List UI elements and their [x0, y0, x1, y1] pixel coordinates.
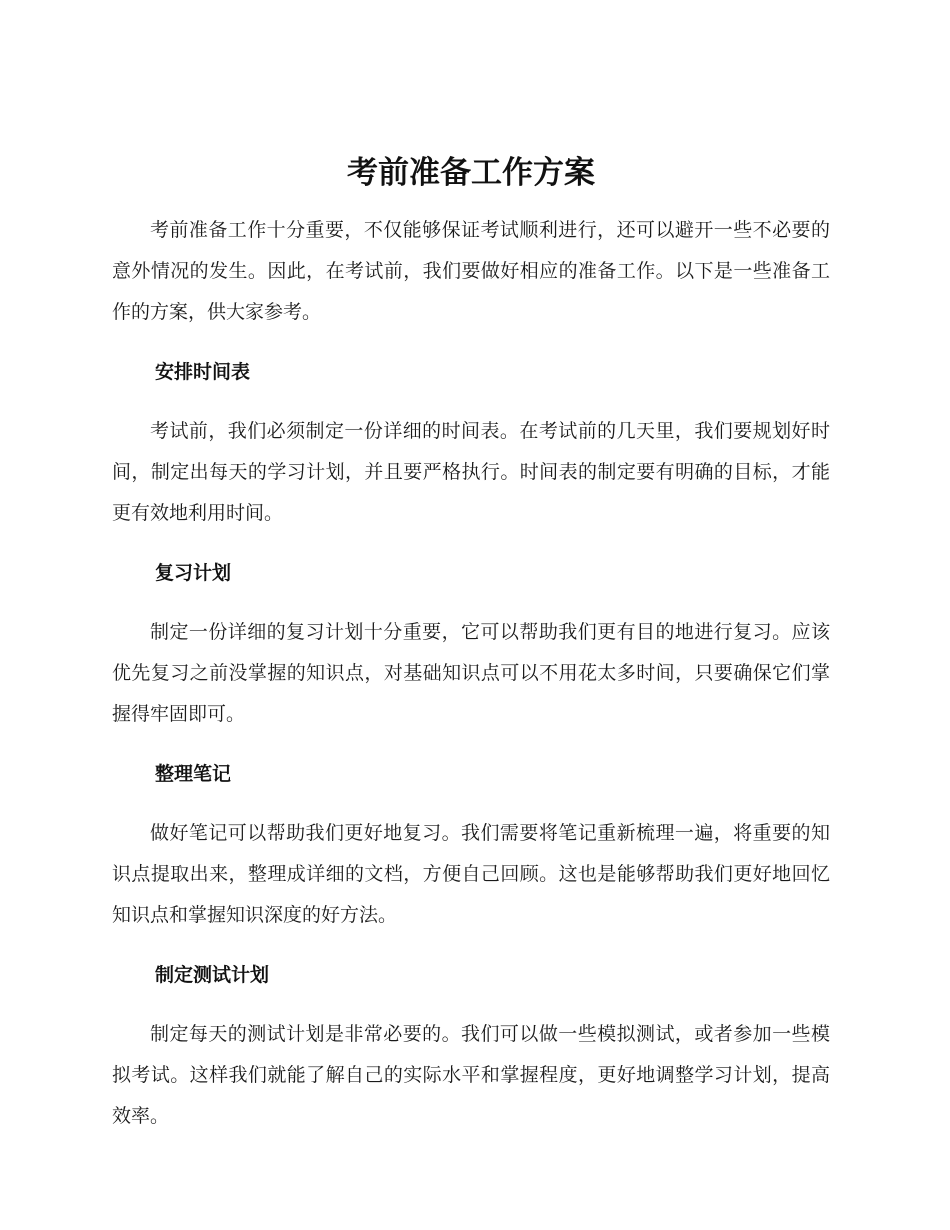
section-body-review-plan: 制定一份详细的复习计划十分重要，它可以帮助我们更有目的地进行复习。应该优先复习之前没掌握的知识点，对基础知识点可以不用花太多时间，只要确保它们掌握得牢固即可。	[112, 621, 830, 725]
section-heading-notes: 整理笔记	[155, 763, 232, 785]
section-heading-schedule: 安排时间表	[155, 361, 251, 383]
document-title: 考前准备工作方案	[347, 155, 595, 191]
section-heading-review-plan: 复习计划	[155, 562, 232, 584]
section-heading-test-plan: 制定测试计划	[155, 964, 270, 986]
section-body-test-plan: 制定每天的测试计划是非常必要的。我们可以做一些模拟测试，或者参加一些模拟考试。这样我们就能了解自己的实际水平和掌握程度，更好地调整学习计划，提高效率。	[112, 1023, 830, 1127]
section-body-notes: 做好笔记可以帮助我们更好地复习。我们需要将笔记重新梳理一遍，将重要的知识点提取出来，整理成详细的文档，方便自己回顾。这也是能够帮助我们更好地回忆知识点和掌握知识深度的好方法。	[112, 822, 830, 926]
section-body-schedule: 考试前，我们必须制定一份详细的时间表。在考试前的几天里，我们要规划好时间，制定出每天的学习计划，并且要严格执行。时间表的制定要有明确的目标，才能更有效地利用时间。	[112, 420, 830, 524]
document-content	[112, 150, 830, 1137]
intro-paragraph: 考前准备工作十分重要，不仅能够保证考试顺利进行，还可以避开一些不必要的意外情况的发生。因此，在考试前，我们要做好相应的准备工作。以下是一些准备工作的方案，供大家参考。	[112, 219, 830, 323]
